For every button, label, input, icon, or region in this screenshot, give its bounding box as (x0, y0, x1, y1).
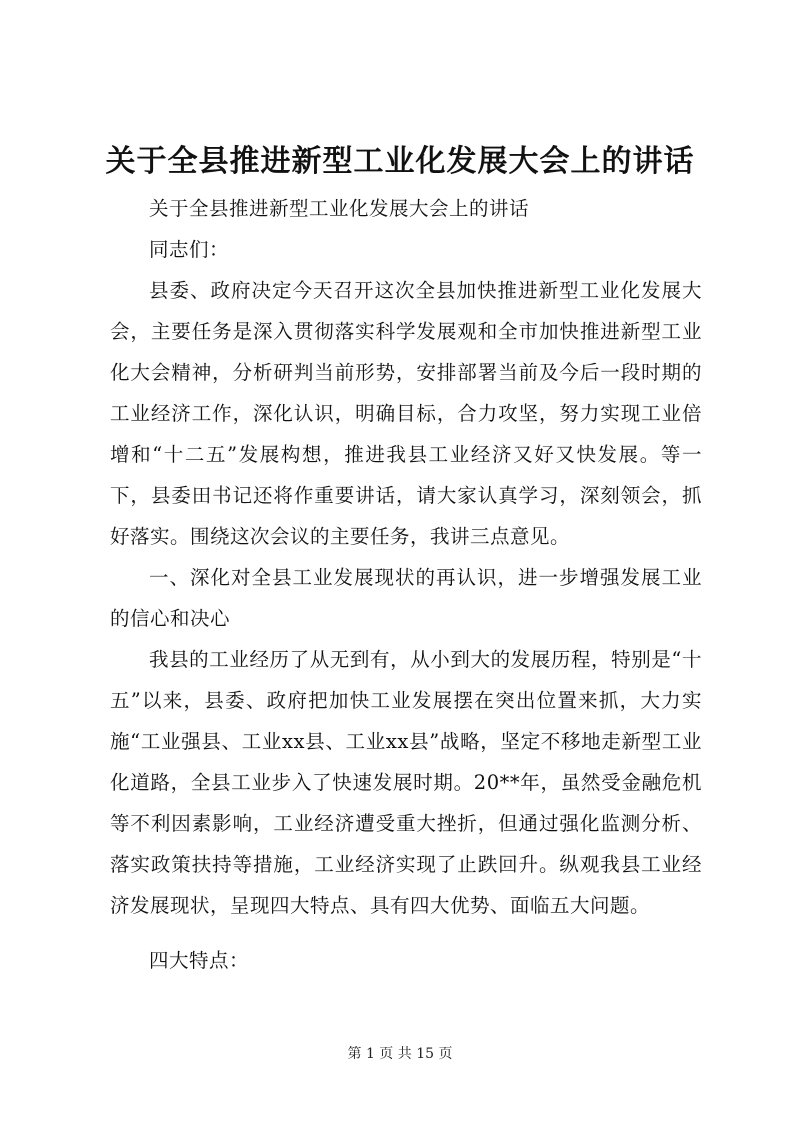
salutation-paragraph: 同志们： (149, 238, 230, 261)
section-heading-paragraph: 一、深化对全县工业发展现状的再认识，进一步增强发展工业的信心和决心 (110, 566, 702, 630)
page-number-footer: 第 1 页 共 15 页 (347, 1046, 453, 1062)
intro-paragraph: 县委、政府决定今天召开这次全县加快推进新型工业化发展大会，主要任务是深入贯彻落实科学发展观和全市加快推进新型工业化大会精神，分析研判当前形势，安排部署当前及今后一段时期的工业经济工作，深化认识，明确目标，合力攻坚，努力实现工业倍增和“十二五”发展构想，推进我县工业经济又好又快发展。等一下，县委田书记还将作重要讲话，请大家认真学习，深刻领会，抓好落实。围绕这次会议的主要任务，我讲三点意见。 (110, 279, 702, 548)
document-body (110, 188, 702, 981)
four-features-heading: 四大特点： (149, 949, 250, 972)
development-history-paragraph: 我县的工业经历了从无到有，从小到大的发展历程，特别是“十五”以来，县委、政府把加快工业发展摆在突出位置来抓，大力实施“工业强县、工业xx县、工业xx县”战略，坚定不移地走新型工业化道路，全县工业步入了快速发展时期。20**年，虽然受金融危机等不利因素影响，工业经济遭受重大挫折，但通过强化监测分析、落实政策扶持等措施，工业经济实现了止跌回升。纵观我县工业经济发展现状，呈现四大特点、具有四大优势、面临五大问题。 (110, 648, 702, 917)
subtitle-paragraph: 关于全县推进新型工业化发展大会上的讲话 (149, 197, 530, 220)
document-title: 关于全县推进新型工业化发展大会上的讲话 (105, 144, 695, 179)
